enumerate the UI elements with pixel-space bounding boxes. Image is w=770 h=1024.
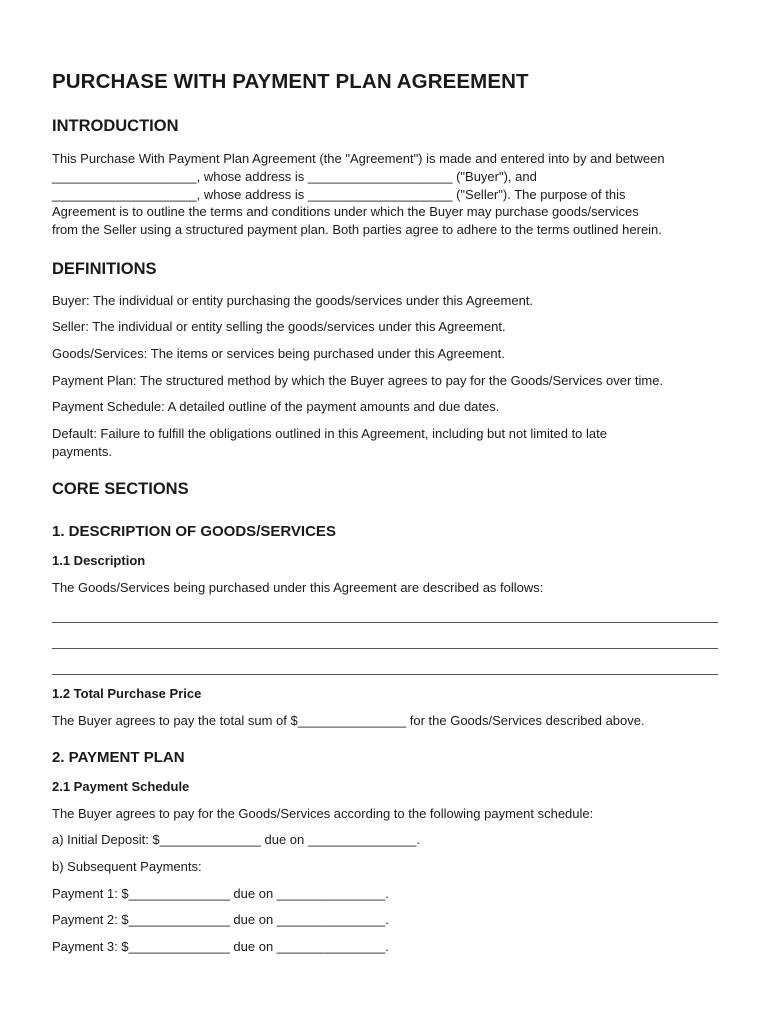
description-blank-line[interactable] xyxy=(52,674,718,675)
section-1-1-text: The Goods/Services being purchased under this Agreement are described as follows: xyxy=(52,580,544,595)
definition-default xyxy=(52,425,607,461)
payment-line: Payment 1: $______________ due on _______________. xyxy=(52,886,389,901)
definition-seller: Seller: The individual or entity selling the goods/services under this Agreement. xyxy=(52,319,506,334)
payment-line: Payment 2: $______________ due on _______________. xyxy=(52,912,389,927)
section-2-heading: 2. PAYMENT PLAN xyxy=(52,749,185,766)
section-1-2-text: The Buyer agrees to pay the total sum of $_______________ for the Goods/Services described above. xyxy=(52,713,645,728)
definition-buyer: Buyer: The individual or entity purchasing the goods/services under this Agreement. xyxy=(52,293,534,308)
introduction-line: Agreement is to outline the terms and conditions under which the Buyer may purchase goods/services xyxy=(52,204,639,220)
description-blank-line[interactable] xyxy=(52,648,718,649)
definitions-heading: DEFINITIONS xyxy=(52,260,157,278)
document-title: PURCHASE WITH PAYMENT PLAN AGREEMENT xyxy=(52,70,529,93)
introduction-paragraph xyxy=(52,150,665,239)
subsequent-payments-label: b) Subsequent Payments: xyxy=(52,859,202,874)
definition-default-line: Default: Failure to fulfill the obligations outlined in this Agreement, including but not limited to late xyxy=(52,426,607,441)
section-1-1-heading: 1.1 Description xyxy=(52,553,146,568)
section-1-2-heading: 1.2 Total Purchase Price xyxy=(52,686,202,701)
introduction-heading: INTRODUCTION xyxy=(52,117,179,135)
description-blank-line[interactable] xyxy=(52,622,718,623)
section-2-1-heading: 2.1 Payment Schedule xyxy=(52,779,190,794)
definition-payment-plan: Payment Plan: The structured method by which the Buyer agrees to pay for the Goods/Services over time. xyxy=(52,373,664,388)
definition-goods-services: Goods/Services: The items or services being purchased under this Agreement. xyxy=(52,346,505,361)
introduction-line: ____________________, whose address is ____________________ ("Buyer"), and xyxy=(52,168,537,184)
section-2-1-text: The Buyer agrees to pay for the Goods/Services according to the following payment schedule: xyxy=(52,806,594,821)
introduction-line: This Purchase With Payment Plan Agreement (the "Agreement") is made and entered into by and between xyxy=(52,151,665,166)
introduction-line: from the Seller using a structured payment plan. Both parties agree to adhere to the terms outlined herein. xyxy=(52,222,662,238)
payment-line: Payment 3: $______________ due on _______________. xyxy=(52,939,389,954)
section-1-heading: 1. DESCRIPTION OF GOODS/SERVICES xyxy=(52,523,336,540)
definition-default-line: payments. xyxy=(52,443,112,459)
introduction-line: ____________________, whose address is ____________________ ("Seller"). The purpose of this xyxy=(52,186,626,202)
core-sections-heading: CORE SECTIONS xyxy=(52,480,189,498)
initial-deposit-line: a) Initial Deposit: $______________ due on _______________. xyxy=(52,832,420,847)
definition-payment-schedule: Payment Schedule: A detailed outline of the payment amounts and due dates. xyxy=(52,399,500,414)
